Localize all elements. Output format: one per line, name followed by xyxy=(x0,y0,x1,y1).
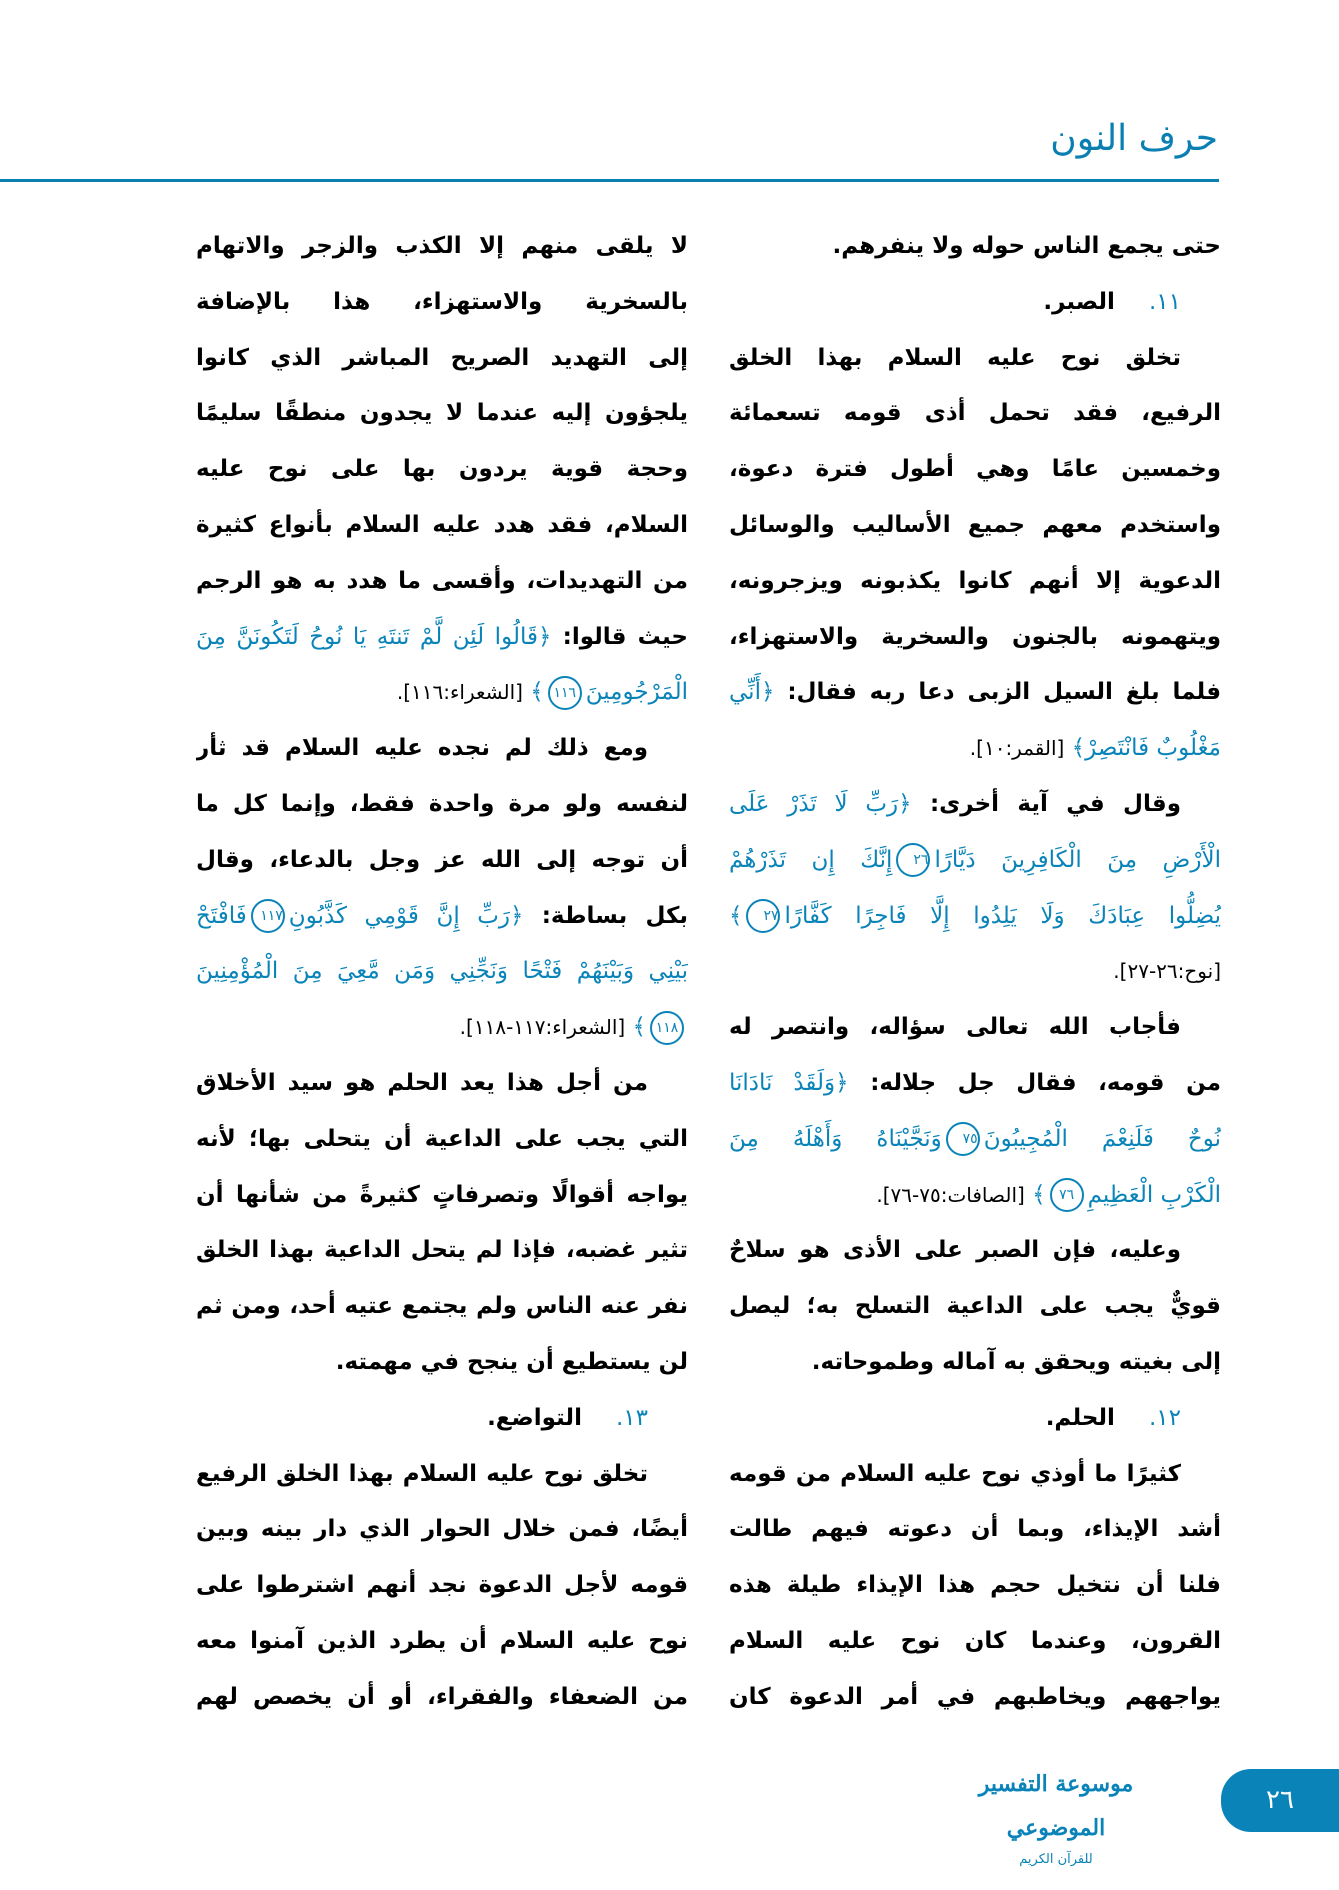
quran-verse: الْمَرْجُومِينَ xyxy=(585,679,688,706)
text-line xyxy=(196,776,688,832)
body-text: نفر عنه الناس ولم يجتمع عتيه أحد، ومن ثم xyxy=(196,1293,688,1320)
text-line xyxy=(196,1334,688,1390)
text-line xyxy=(729,1613,1221,1669)
body-text: بالسخرية والاستهزاء، هذا بالإضافة xyxy=(196,288,688,315)
quran-verse: فَافْتَحْ xyxy=(196,902,247,929)
text-line xyxy=(729,1334,1221,1390)
body-text: كثيرًا ما أوذي نوح عليه السلام من قومه xyxy=(729,1460,1181,1487)
text-line xyxy=(729,385,1221,441)
body-text: قومه لأجل الدعوة نجد أنهم اشترطوا على xyxy=(196,1572,688,1599)
quran-verse: الْأَرْضِ مِنَ الْكَافِرِينَ دَيَّارًا xyxy=(934,846,1221,873)
body-text: ومع ذلك لم نجده عليه السلام قد ثأر xyxy=(196,735,648,762)
quran-verse: ﴿رَبِّ إِنَّ قَوْمِي كَذَّبُونِ xyxy=(288,902,524,929)
quran-verse: بَيْنِي وَبَيْنَهُمْ فَتْحًا وَنَجِّنِي وَمَن مَّعِيَ مِنَ الْمُؤْمِنِينَ xyxy=(196,958,688,985)
encyclopedia-logo xyxy=(934,1762,1178,1867)
body-text: من أجل هذا يعد الحلم هو سيد الأخلاق xyxy=(196,1070,648,1096)
quran-verse: ﴿قَالُوا لَئِن لَّمْ تَنتَهِ يَا نُوحُ لَتَكُونَنَّ مِنَ xyxy=(196,623,552,650)
text-line xyxy=(196,330,688,386)
text-line xyxy=(196,1669,688,1725)
quran-verse: الْكَرْبِ الْعَظِيمِ xyxy=(1087,1181,1221,1208)
text-line xyxy=(196,720,688,776)
body-text: من الضعفاء والفقراء، أو أن يخصص لهم xyxy=(196,1683,688,1710)
quran-verse: يُضِلُّوا عِبَادَكَ وَلَا يَلِدُوا إِلَّا فَاجِرًا كَفَّارًا xyxy=(784,902,1221,929)
verse-reference: [نوح:٢٦-٢٧]. xyxy=(1113,959,1221,984)
quran-verse: إِنَّكَ إِن تَذَرْهُمْ xyxy=(729,846,893,873)
text-line xyxy=(196,1613,688,1669)
text-line xyxy=(196,1390,688,1446)
chapter-title: حرف النون xyxy=(1050,118,1218,159)
text-line xyxy=(729,218,1221,274)
body-text: أيضًا، فمن خلال الحوار الذي دار بينه وبين xyxy=(196,1516,688,1543)
body-text: تثير غضبه، فإذا لم يتحل الداعية بهذا الخلق xyxy=(196,1237,688,1264)
quran-verse: ﴾ xyxy=(625,1014,646,1041)
text-line xyxy=(196,553,688,609)
body-text: التواضع. xyxy=(487,1404,582,1431)
text-line xyxy=(729,888,1221,944)
quran-verse: ﴾ xyxy=(729,902,743,929)
text-line xyxy=(196,664,688,720)
text-line xyxy=(196,888,688,944)
verse-reference: [الشعراء:١١٧-١١٨]. xyxy=(459,1015,626,1040)
ayah-number-marker: ٧٥ xyxy=(946,1122,980,1156)
body-text: حيث قالوا: xyxy=(551,623,688,650)
body-text: ويتهمونه بالجنون والسخرية والاستهزاء، xyxy=(729,623,1221,650)
body-text: الحلم. xyxy=(1045,1404,1115,1431)
quran-verse: ﴿رَبِّ لَا تَذَرْ عَلَى xyxy=(729,791,912,817)
text-line xyxy=(196,1222,688,1278)
text-line xyxy=(196,1111,688,1167)
body-text: فأجاب الله تعالى سؤاله، وانتصر له xyxy=(729,1014,1181,1041)
body-text: وعليه، فإن الصبر على الأذى هو سلاحٌ xyxy=(729,1237,1181,1264)
ayah-number-marker: ٢٧ xyxy=(746,899,780,933)
text-line xyxy=(729,1501,1221,1557)
text-line xyxy=(729,497,1221,553)
text-line xyxy=(729,553,1221,609)
text-line xyxy=(196,1167,688,1223)
text-line xyxy=(196,385,688,441)
text-line xyxy=(729,720,1221,776)
verse-reference: [القمر:١٠]. xyxy=(969,736,1065,761)
text-line xyxy=(729,1669,1221,1725)
ayah-number-marker: ١١٨ xyxy=(650,1011,684,1045)
text-line xyxy=(196,1557,688,1613)
body-text: السلام، فقد هدد عليه السلام بأنواع كثيرة xyxy=(196,512,688,538)
body-text: فلما بلغ السيل الزبى دعا ربه فقال: xyxy=(774,679,1221,706)
page-number: ٢٦ xyxy=(1221,1769,1339,1832)
section-number: ١٢. xyxy=(1148,1404,1181,1431)
text-line xyxy=(196,218,688,274)
ayah-number-marker: ١١٦ xyxy=(548,676,582,710)
body-text: إلى التهديد الصريح المباشر الذي كانوا xyxy=(196,344,688,371)
body-text: القرون، وعندما كان نوح عليه السلام xyxy=(729,1628,1221,1654)
text-line xyxy=(196,497,688,553)
ayah-number-marker: ٧٦ xyxy=(1050,1178,1084,1212)
body-text: الرفيع، فقد تحمل أذى قومه تسعمائة xyxy=(729,400,1221,427)
section-number: ١١. xyxy=(1148,288,1181,315)
body-text: من التهديدات، وأقسى ما هدد به هو الرجم xyxy=(196,567,688,594)
logo-subtitle: للقرآن الكريم xyxy=(1019,1852,1093,1867)
body-text: يواجههم ويخاطبهم في أمر الدعوة كان xyxy=(729,1683,1221,1710)
quran-verse: ﴾ xyxy=(1024,1181,1046,1208)
text-line xyxy=(196,943,688,999)
body-text: أن توجه إلى الله عز وجل بالدعاء، وقال xyxy=(196,846,688,873)
text-line xyxy=(196,999,688,1055)
quran-verse: نُوحٌ فَلَنِعْمَ الْمُجِيبُونَ xyxy=(983,1125,1221,1152)
body-text: من قومه، فقال جل جلاله: xyxy=(848,1070,1221,1096)
text-line xyxy=(729,609,1221,665)
text-line xyxy=(729,664,1221,720)
header-divider xyxy=(0,179,1219,182)
section-number: ١٣. xyxy=(615,1404,648,1431)
body-text: إلى بغيته ويحقق به آماله وطموحاته. xyxy=(811,1349,1221,1375)
text-line xyxy=(729,1390,1221,1446)
body-text: تخلق نوح عليه السلام بهذا الخلق xyxy=(729,344,1181,371)
body-text: التي يجب على الداعية أن يتحلى بها؛ لأنه xyxy=(196,1125,688,1152)
text-line xyxy=(729,441,1221,497)
body-text: لنفسه ولو مرة واحدة فقط، وإنما كل ما xyxy=(196,791,688,817)
body-text: وخمسين عامًا وهي أطول فترة دعوة، xyxy=(729,456,1221,483)
quran-verse: وَنَجَّيْنَاهُ وَأَهْلَهُ مِنَ xyxy=(729,1125,942,1152)
quran-verse: ﴾ xyxy=(522,679,544,706)
text-line xyxy=(729,1222,1221,1278)
text-line xyxy=(196,1446,688,1502)
text-line xyxy=(729,1446,1221,1502)
body-text: نوح عليه السلام أن يطرد الذين آمنوا معه xyxy=(196,1628,688,1654)
verse-reference: [الشعراء:١١٦]. xyxy=(396,680,523,705)
text-line xyxy=(729,999,1221,1055)
text-line xyxy=(729,1111,1221,1167)
text-line xyxy=(729,776,1221,832)
body-text: لا يلقى منهم إلا الكذب والزجر والاتهام xyxy=(196,233,688,259)
text-line xyxy=(196,832,688,888)
quran-verse: ﴿أَنِّي xyxy=(729,679,775,706)
quran-verse: ﴿وَلَقَدْ نَادَانَا xyxy=(729,1070,849,1096)
body-text: حتى يجمع الناس حوله ولا ينفرهم. xyxy=(832,233,1221,259)
body-text: الصبر. xyxy=(1043,288,1115,315)
text-line xyxy=(729,330,1221,386)
text-line xyxy=(729,1278,1221,1334)
text-line xyxy=(729,1557,1221,1613)
body-text: الدعوية إلا أنهم كانوا يكذبونه ويزجرونه، xyxy=(729,567,1221,594)
text-line xyxy=(729,1167,1221,1223)
text-line xyxy=(729,1055,1221,1111)
ayah-number-marker: ٢٦ xyxy=(896,843,930,877)
text-line xyxy=(196,274,688,330)
text-line xyxy=(196,609,688,665)
text-line xyxy=(729,832,1221,888)
body-text: فلنا أن نتخيل حجم هذا الإيذاء طيلة هذه xyxy=(729,1572,1221,1599)
body-text: أشد الإيذاء، وبما أن دعوته فيهم طالت xyxy=(729,1516,1221,1543)
body-text: وحجة قوية يردون بها على نوح عليه xyxy=(196,456,688,483)
logo-title: موسوعة التفسير الموضوعي xyxy=(978,1771,1134,1841)
body-text: يواجه أقوالًا وتصرفاتٍ كثيرةً من شأنها أن xyxy=(196,1181,688,1208)
text-line xyxy=(729,274,1221,330)
text-line xyxy=(196,1501,688,1557)
quran-verse: مَغْلُوبٌ فَانْتَصِرْ﴾ xyxy=(1064,735,1221,762)
body-text: يلجؤون إليه عندما لا يجدون منطقًا سليمًا xyxy=(196,400,688,427)
text-line xyxy=(196,441,688,497)
body-text: تخلق نوح عليه السلام بهذا الخلق الرفيع xyxy=(196,1460,648,1487)
ayah-number-marker: ١١٧ xyxy=(251,899,285,933)
text-line xyxy=(196,1055,688,1111)
text-line xyxy=(196,1278,688,1334)
body-text: بكل بساطة: xyxy=(523,902,688,929)
verse-reference: [الصافات:٧٥-٧٦]. xyxy=(876,1182,1025,1207)
body-text: وقال في آية أخرى: xyxy=(911,791,1181,817)
body-text: واستخدم معهم جميع الأساليب والوسائل xyxy=(729,512,1221,538)
text-line xyxy=(729,943,1221,999)
body-text: قويٌّ يجب على الداعية التسلح به؛ ليصل xyxy=(729,1293,1221,1320)
body-text: لن يستطيع أن ينجح في مهمته. xyxy=(335,1349,688,1375)
